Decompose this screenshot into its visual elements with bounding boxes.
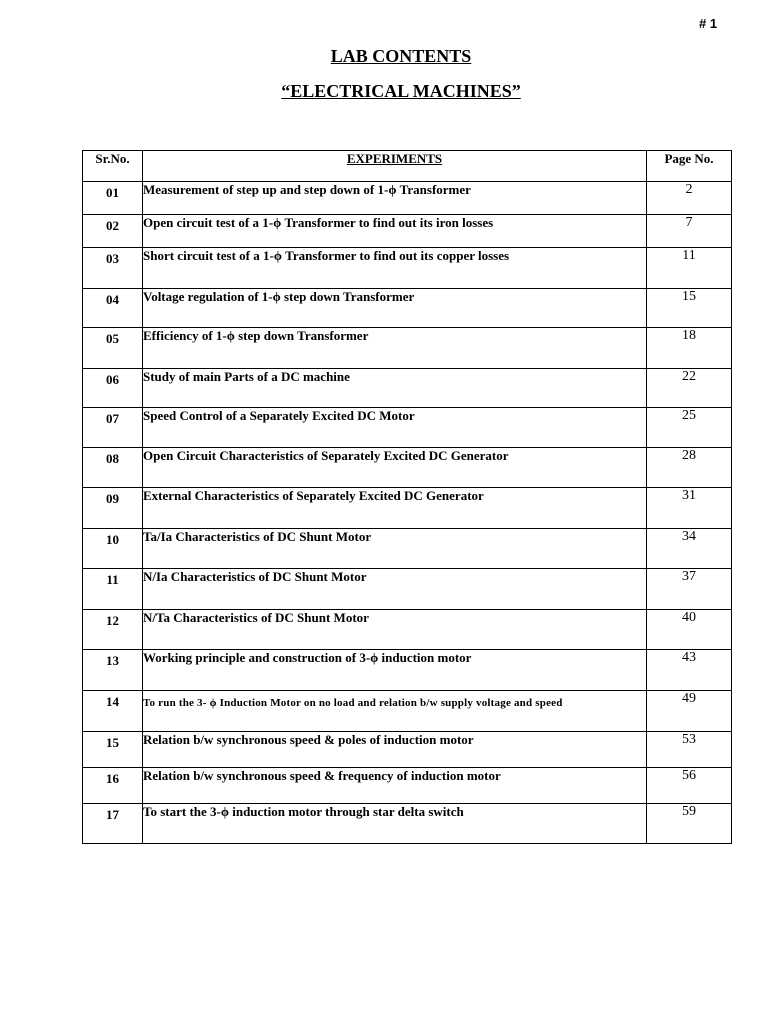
row-sr-no: [83, 289, 143, 328]
row-sr-no: [83, 248, 143, 289]
row-sr-no: [83, 408, 143, 448]
row-sr-no-text: 04: [106, 292, 119, 307]
row-experiment: Open circuit test of a 1-ϕ Transformer to find out its iron losses: [143, 215, 647, 248]
row-page-no: 7: [647, 215, 732, 248]
row-page-no: 40: [647, 610, 732, 650]
row-sr-no-text: 03: [106, 251, 119, 266]
row-sr-no: [83, 488, 143, 529]
table-header-row: [83, 151, 732, 182]
table-row: [83, 691, 732, 732]
row-page-no: 28: [647, 448, 732, 488]
table-row: [83, 610, 732, 650]
row-sr-no-text: 07: [106, 411, 119, 426]
page-subtitle-text: “ELECTRICAL MACHINES”: [281, 81, 521, 101]
row-experiment: Relation b/w synchronous speed & poles of induction motor: [143, 732, 647, 768]
row-page-no: 56: [647, 768, 732, 804]
row-sr-no: [83, 732, 143, 768]
row-sr-no: [83, 182, 143, 215]
row-experiment: Measurement of step up and step down of 1-ϕ Transformer: [143, 182, 647, 215]
row-experiment: Ta/Ia Characteristics of DC Shunt Motor: [143, 529, 647, 569]
page-title-text: LAB CONTENTS: [330, 46, 472, 66]
row-page-no: 34: [647, 529, 732, 569]
table-row: [83, 732, 732, 768]
row-sr-no-text: 05: [106, 331, 119, 346]
row-sr-no: [83, 369, 143, 408]
table-row: [83, 804, 732, 844]
row-experiment: To start the 3-ϕ induction motor through star delta switch: [143, 804, 647, 844]
row-sr-no: [83, 768, 143, 804]
row-experiment: To run the 3- ϕ Induction Motor on no load and relation b/w supply voltage and speed: [143, 691, 647, 732]
row-sr-no-text: 02: [106, 218, 119, 233]
table-row: [83, 215, 732, 248]
row-page-no: 22: [647, 369, 732, 408]
table-row: [83, 369, 732, 408]
row-sr-no-text: 09: [106, 491, 119, 506]
table-row: [83, 328, 732, 369]
row-experiment: External Characteristics of Separately Excited DC Generator: [143, 488, 647, 529]
row-page-no: 53: [647, 732, 732, 768]
row-page-no: 49: [647, 691, 732, 732]
page-title: [0, 46, 768, 67]
table-row: [83, 569, 732, 610]
header-experiments-text: EXPERIMENTS: [346, 151, 443, 166]
row-sr-no-text: 11: [106, 572, 119, 587]
row-page-no: 2: [647, 182, 732, 215]
row-sr-no: [83, 215, 143, 248]
row-sr-no-text: 17: [106, 807, 119, 822]
row-sr-no: [83, 328, 143, 369]
row-experiment: Voltage regulation of 1-ϕ step down Transformer: [143, 289, 647, 328]
table-row: [83, 182, 732, 215]
row-page-no: 59: [647, 804, 732, 844]
row-page-no: 15: [647, 289, 732, 328]
contents-table: [82, 150, 732, 844]
row-sr-no: [83, 569, 143, 610]
row-sr-no: [83, 529, 143, 569]
row-page-no: 25: [647, 408, 732, 448]
row-experiment: N/Ta Characteristics of DC Shunt Motor: [143, 610, 647, 650]
table-row: [83, 650, 732, 691]
row-sr-no-text: 13: [106, 653, 119, 668]
row-experiment: Relation b/w synchronous speed & frequency of induction motor: [143, 768, 647, 804]
row-sr-no-text: 10: [106, 532, 119, 547]
row-experiment: N/Ia Characteristics of DC Shunt Motor: [143, 569, 647, 610]
row-page-no: 37: [647, 569, 732, 610]
row-experiment: Speed Control of a Separately Excited DC Motor: [143, 408, 647, 448]
row-sr-no-text: 15: [106, 735, 119, 750]
row-sr-no-text: 12: [106, 613, 119, 628]
table-row: [83, 448, 732, 488]
row-sr-no-text: 06: [106, 372, 119, 387]
row-experiment: Open Circuit Characteristics of Separately Excited DC Generator: [143, 448, 647, 488]
row-page-no: 31: [647, 488, 732, 529]
row-sr-no: [83, 650, 143, 691]
table-row: [83, 768, 732, 804]
row-sr-no: [83, 804, 143, 844]
header-sr-no: Sr.No.: [83, 151, 143, 182]
table-row: [83, 408, 732, 448]
page-number: # 1: [699, 16, 718, 31]
page-subtitle: [0, 81, 768, 102]
table-row: [83, 248, 732, 289]
table-row: [83, 488, 732, 529]
header-page-no: Page No.: [647, 151, 732, 182]
row-experiment: Short circuit test of a 1-ϕ Transformer to find out its copper losses: [143, 248, 647, 289]
table-row: [83, 289, 732, 328]
row-sr-no: [83, 691, 143, 732]
row-experiment: Working principle and construction of 3-ϕ induction motor: [143, 650, 647, 691]
row-page-no: 18: [647, 328, 732, 369]
row-sr-no-text: 08: [106, 451, 119, 466]
row-sr-no-text: 14: [106, 694, 119, 709]
row-sr-no-text: 16: [106, 771, 119, 786]
row-experiment: Efficiency of 1-ϕ step down Transformer: [143, 328, 647, 369]
row-sr-no: [83, 448, 143, 488]
row-sr-no-text: 01: [106, 185, 119, 200]
row-experiment: Study of main Parts of a DC machine: [143, 369, 647, 408]
row-sr-no: [83, 610, 143, 650]
table-row: [83, 529, 732, 569]
row-page-no: 43: [647, 650, 732, 691]
header-experiments: [143, 151, 647, 182]
row-page-no: 11: [647, 248, 732, 289]
